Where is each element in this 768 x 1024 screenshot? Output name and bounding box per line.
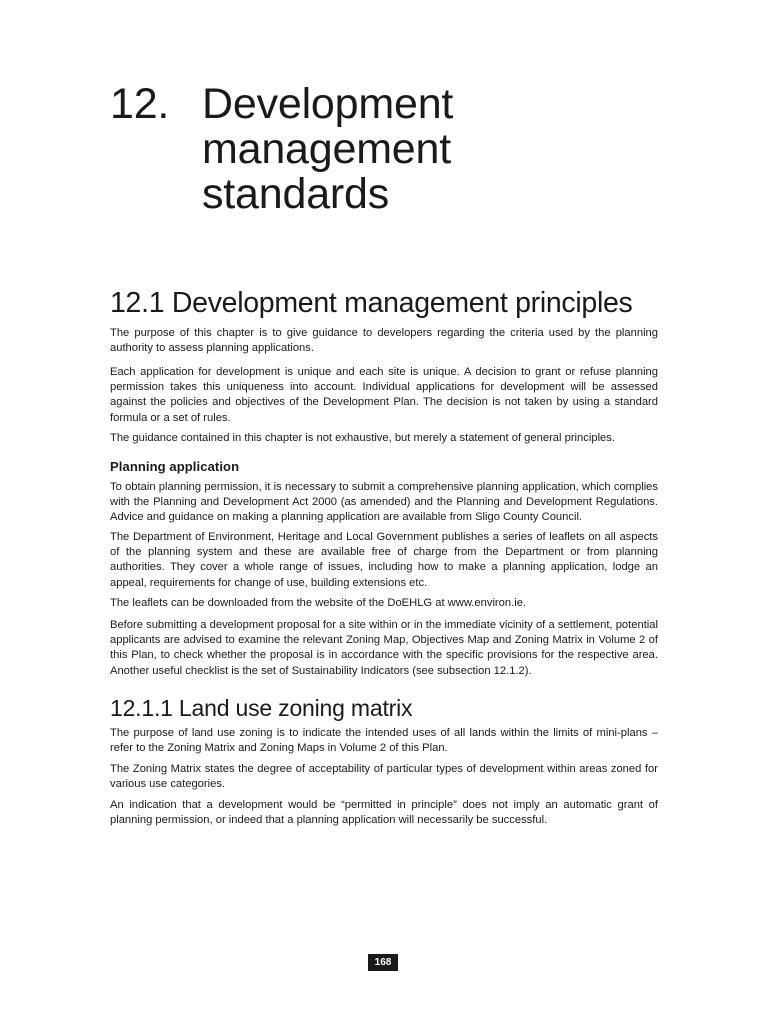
intro-paragraph-3 <box>110 431 658 446</box>
chapter-title-line3: standards <box>202 170 390 218</box>
subsection-title: 12.1.1 Land use zoning matrix <box>110 695 413 721</box>
zoning-paragraph-3 <box>110 798 658 828</box>
paragraph: The leaflets can be downloaded from the website of the DoEHLG at www.environ.ie. <box>110 597 527 609</box>
planning-application-heading: Planning application <box>110 459 240 474</box>
paragraph: Each application for development is unique and each site is unique. A decision to grant or refuse planning permission takes this uniqueness into account. Individual applications for development will be assessed against the policies and objectives of the Development Plan. The decision is not taken by using a standard formula or a set of rules. <box>110 366 658 424</box>
planning-paragraph-4 <box>110 618 658 679</box>
intro-paragraph-1 <box>110 326 658 356</box>
page-number: 168 <box>368 954 398 971</box>
paragraph: To obtain planning permission, it is necessary to submit a comprehensive planning application, which complies with the Planning and Development Act 2000 (as amended) and the Planning and Development Regulations. Advice and guidance on making a planning application are available from Sligo County Council. <box>110 481 658 524</box>
chapter-title-line2: management <box>202 125 451 173</box>
paragraph: Before submitting a development proposal for a site within or in the immediate vicinity of a settlement, potential applicants are advised to examine the relevant Zoning Map, Objectives Map and Zoning Matrix in Volume 2 of this Plan, to check whether the proposal is in accordance with the specific provisions for the respective area. Another useful checklist is the set of Sustainability Indicators (see subsection 12.1.2). <box>110 619 658 677</box>
paragraph: The purpose of this chapter is to give guidance to developers regarding the criteria used by the planning authority to assess planning applications. <box>110 327 658 355</box>
zoning-paragraph-1 <box>110 726 658 756</box>
section-title: 12.1 Development management principles <box>110 287 633 319</box>
planning-paragraph-1 <box>110 480 658 526</box>
paragraph: The Department of Environment, Heritage and Local Government publishes a series of leaflets on all aspects of the planning system and these are available free of charge from the Department or from planning authorities. They cover a whole range of issues, including how to make a planning application, lodge an appeal, requirements for change of use, building extensions etc. <box>110 531 658 589</box>
planning-paragraph-3 <box>110 596 658 611</box>
planning-application-heading-block <box>110 458 658 475</box>
paragraph: The purpose of land use zoning is to indicate the intended uses of all lands within the limits of mini-plans – refer to the Zoning Matrix and Zoning Maps in Volume 2 of this Plan. <box>110 727 658 755</box>
zoning-paragraph-2 <box>110 762 658 792</box>
chapter-number: 12. <box>110 80 170 128</box>
planning-paragraph-2 <box>110 530 658 591</box>
chapter-title-line1: Development <box>202 80 454 128</box>
intro-paragraph-2 <box>110 365 658 426</box>
paragraph: An indication that a development would be “permitted in principle” does not imply an automatic grant of planning permission, or indeed that a planning application will necessarily be successful. <box>110 799 658 827</box>
paragraph: The Zoning Matrix states the degree of acceptability of particular types of development within areas zoned for various use categories. <box>110 763 658 791</box>
chapter-title <box>110 82 453 217</box>
paragraph: The guidance contained in this chapter is not exhaustive, but merely a statement of general principles. <box>110 432 615 444</box>
